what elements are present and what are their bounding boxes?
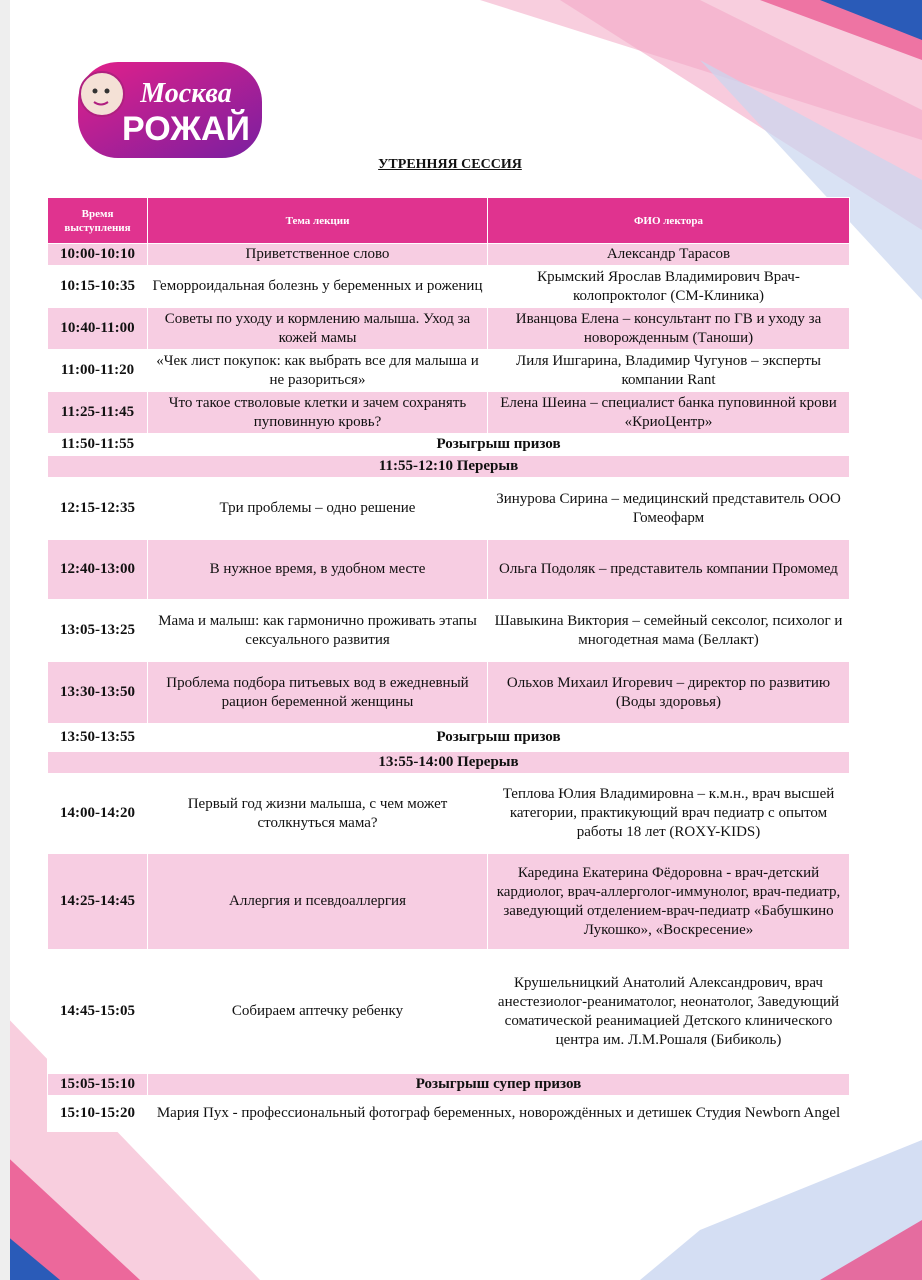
- topic-cell: Приветственное слово: [148, 244, 488, 266]
- time-cell: 15:10-15:20: [48, 1096, 148, 1132]
- time-cell: 10:15-10:35: [48, 266, 148, 308]
- time-cell: 10:40-11:00: [48, 308, 148, 350]
- schedule-table: [47, 197, 850, 1132]
- header-topic: Тема лекции: [148, 198, 488, 244]
- header-time: Время выступления: [48, 198, 148, 244]
- table-row: [48, 752, 850, 774]
- table-row: [48, 478, 850, 540]
- prize-cell: Розыгрыш призов: [148, 434, 850, 456]
- time-cell: 13:50-13:55: [48, 724, 148, 752]
- speaker-cell: Шавыкина Виктория – семейный сексолог, психолог и многодетная мама (Беллакт): [488, 600, 850, 662]
- topic-cell: В нужное время, в удобном месте: [148, 540, 488, 600]
- table-row: [48, 774, 850, 854]
- table-row: [48, 434, 850, 456]
- time-cell: 11:50-11:55: [48, 434, 148, 456]
- logo-badge: [76, 56, 264, 162]
- table-row: [48, 854, 850, 950]
- break-cell: 13:55-14:00 Перерыв: [48, 752, 850, 774]
- time-cell: 14:00-14:20: [48, 774, 148, 854]
- table-row: [48, 662, 850, 724]
- speaker-cell: Ольга Подоляк – представитель компании Промомед: [488, 540, 850, 600]
- time-cell: 11:00-11:20: [48, 350, 148, 392]
- table-row: [48, 244, 850, 266]
- time-cell: 13:30-13:50: [48, 662, 148, 724]
- time-cell: 13:05-13:25: [48, 600, 148, 662]
- baby-icon: [80, 72, 124, 116]
- speaker-cell: Елена Шеина – специалист банка пуповинной крови «КриоЦентр»: [488, 392, 850, 434]
- topic-cell: Мама и малыш: как гармонично проживать этапы сексуального развития: [148, 600, 488, 662]
- table-row: [48, 950, 850, 1074]
- time-cell: 11:25-11:45: [48, 392, 148, 434]
- table-row: [48, 266, 850, 308]
- prize-cell: Розыгрыш супер призов: [148, 1074, 850, 1096]
- time-cell: 14:45-15:05: [48, 950, 148, 1074]
- logo: [76, 56, 264, 162]
- topic-cell: Что такое стволовые клетки и зачем сохранять пуповинную кровь?: [148, 392, 488, 434]
- speaker-cell: Ольхов Михаил Игоревич – директор по развитию (Воды здоровья): [488, 662, 850, 724]
- topic-cell: Проблема подбора питьевых вод в ежедневный рацион беременной женщины: [148, 662, 488, 724]
- table-row: [48, 456, 850, 478]
- topic-cell: Аллергия и псевдоаллергия: [148, 854, 488, 950]
- table-row: [48, 392, 850, 434]
- speaker-cell: Иванцова Елена – консультант по ГВ и уходу за новорожденным (Таноши): [488, 308, 850, 350]
- table-row: [48, 540, 850, 600]
- speaker-cell: Крымский Ярослав Владимирович Врач-колопроктолог (СМ-Клиника): [488, 266, 850, 308]
- wide-cell: Мария Пух - профессиональный фотограф беременных, новорождённых и детишек Студия Newborn Angel: [148, 1096, 850, 1132]
- table-row: [48, 350, 850, 392]
- topic-cell: «Чек лист покупок: как выбрать все для малыша и не разориться»: [148, 350, 488, 392]
- table-row: [48, 600, 850, 662]
- time-cell: 12:15-12:35: [48, 478, 148, 540]
- break-cell: 11:55-12:10 Перерыв: [48, 456, 850, 478]
- table-row: [48, 308, 850, 350]
- topic-cell: Первый год жизни малыша, с чем может столкнуться мама?: [148, 774, 488, 854]
- header-speaker: ФИО лектора: [488, 198, 850, 244]
- logo-text-moskva: Москва: [140, 78, 232, 109]
- table-row: [48, 724, 850, 752]
- prize-cell: Розыгрыш призов: [148, 724, 850, 752]
- speaker-cell: Теплова Юлия Владимировна – к.м.н., врач высшей категории, практикующий врач педиатр с опытом работы 18 лет (ROXY-KIDS): [488, 774, 850, 854]
- time-cell: 14:25-14:45: [48, 854, 148, 950]
- speaker-cell: Карединa Екатерина Фёдоровна - врач-детский кардиолог, врач-аллерголог-иммунолог, врач-педиатр, заведующий отделением-врач-педиатр «Бабушкино Лукошко», «Воскресение»: [488, 854, 850, 950]
- speaker-cell: Александр Тарасов: [488, 244, 850, 266]
- session-title: УТРЕННЯЯ СЕССИЯ: [378, 157, 522, 172]
- time-cell: 10:00-10:10: [48, 244, 148, 266]
- speaker-cell: Лиля Ишгарина, Владимир Чугунов – эксперты компании Rant: [488, 350, 850, 392]
- table-row: [48, 1074, 850, 1096]
- time-cell: 12:40-13:00: [48, 540, 148, 600]
- time-cell: 15:05-15:10: [48, 1074, 148, 1096]
- topic-cell: Собираем аптечку ребенку: [148, 950, 488, 1074]
- speaker-cell: Зинурова Сирина – медицинский представитель ООО Гомеофарм: [488, 478, 850, 540]
- logo-text-rozhai: РОЖАЙ: [122, 110, 250, 148]
- topic-cell: Советы по уходу и кормлению малыша. Уход за кожей мамы: [148, 308, 488, 350]
- speaker-cell: Крушельницкий Анатолий Александрович, врач анестезиолог-реаниматолог, неонатолог, Заведующий соматической реанимацией Детского клинического центра им. Л.М.Рошаля (Бибиколь): [488, 950, 850, 1074]
- topic-cell: Три проблемы – одно решение: [148, 478, 488, 540]
- table-row: [48, 1096, 850, 1132]
- topic-cell: Геморроидальная болезнь у беременных и рожениц: [148, 266, 488, 308]
